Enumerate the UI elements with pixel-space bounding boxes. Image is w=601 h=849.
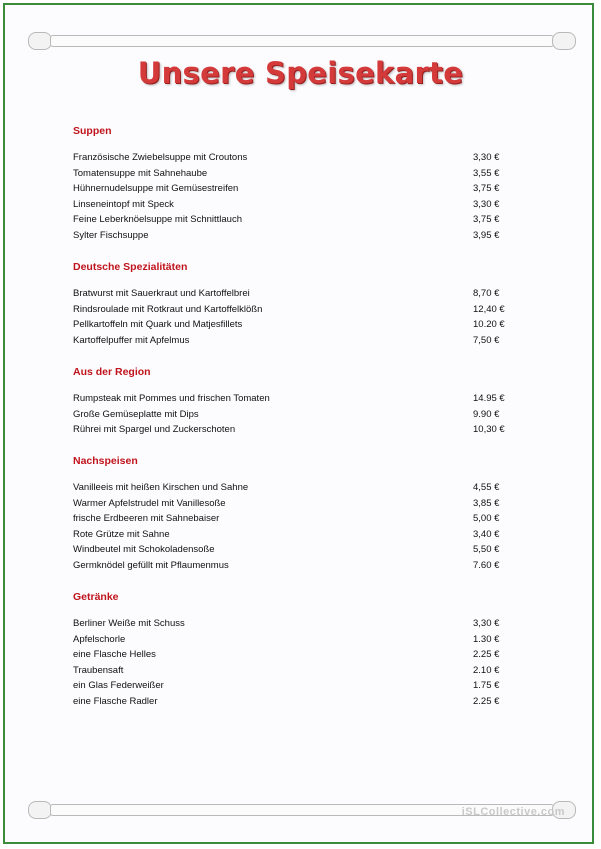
item-name: ein Glas Federweißer <box>73 680 164 692</box>
item-name: Rumpsteak mit Pommes und frischen Tomaten <box>73 393 270 404</box>
item-name: Französische Zwiebelsuppe mit Croutons <box>73 152 248 163</box>
item-price: 2.25 € <box>473 695 500 707</box>
item-price: 14.95 € <box>473 393 505 404</box>
section-suppen <box>73 124 523 244</box>
section-nachspeisen <box>73 454 523 574</box>
item-price: 1.75 € <box>473 680 500 692</box>
item-name: Germknödel gefüllt mit Pflaumenmus <box>73 559 229 571</box>
section-getraenke <box>73 590 523 710</box>
item-price: 1.30 € <box>473 633 500 645</box>
item-price: 3,55 € <box>473 167 500 179</box>
item-name: Große Gemüseplatte mit Dips <box>73 408 199 420</box>
item-name: Traubensaft <box>73 664 124 676</box>
item-price: 3,85 € <box>473 497 500 509</box>
menu-item <box>73 228 523 244</box>
menu-item <box>73 663 523 679</box>
menu-item <box>73 616 523 632</box>
menu-item <box>73 511 523 527</box>
item-name: frische Erdbeeren mit Sahnebaiser <box>73 513 220 525</box>
section-aus-der-region <box>73 365 523 438</box>
item-price: 3,75 € <box>473 183 500 195</box>
section-deutsche-spezialitaeten <box>73 260 523 348</box>
item-name: eine Flasche Helles <box>73 649 156 661</box>
menu-item <box>73 317 523 333</box>
item-name: Vanilleeis mit heißen Kirschen und Sahne <box>73 482 249 493</box>
item-name: Warmer Apfelstrudel mit Vanillesoße <box>73 497 226 509</box>
item-price: 7,50 € <box>473 334 500 346</box>
menu-item <box>73 558 523 574</box>
item-price: 2.25 € <box>473 649 500 661</box>
item-price: 3,75 € <box>473 214 500 226</box>
menu-item <box>73 391 523 407</box>
section-heading: Deutsche Spezialitäten <box>73 261 188 273</box>
item-price: 5,00 € <box>473 513 500 525</box>
menu-item <box>73 181 523 197</box>
menu-item <box>73 632 523 648</box>
item-price: 3,30 € <box>473 198 500 210</box>
menu-item <box>73 286 523 302</box>
top-scroll-ornament <box>28 32 576 48</box>
item-name: Berliner Weiße mit Schuss <box>73 618 185 629</box>
item-price: 3,30 € <box>473 618 500 629</box>
item-name: Rindsroulade mit Rotkraut und Kartoffelklößn <box>73 303 263 315</box>
item-price: 12,40 € <box>473 303 505 315</box>
menu-item <box>73 333 523 349</box>
item-price: 3,40 € <box>473 528 500 540</box>
item-price: 4,55 € <box>473 482 500 493</box>
item-price: 8,70 € <box>473 288 500 299</box>
item-price: 3,30 € <box>473 152 500 163</box>
menu-item <box>73 496 523 512</box>
section-heading: Suppen <box>73 125 112 137</box>
item-name: Linseneintopf mit Speck <box>73 198 174 210</box>
scroll-curl-left <box>28 801 52 819</box>
menu-item <box>73 197 523 213</box>
item-name: Sylter Fischsuppe <box>73 229 149 241</box>
item-name: Bratwurst mit Sauerkraut und Kartoffelbrei <box>73 288 250 299</box>
menu-item <box>73 678 523 694</box>
item-name: Apfelschorle <box>73 633 126 645</box>
scroll-bar <box>50 35 554 47</box>
item-price: 9.90 € <box>473 408 500 420</box>
menu-item <box>73 480 523 496</box>
scroll-curl-left <box>28 32 52 50</box>
menu-item <box>73 527 523 543</box>
item-name: Pellkartoffeln mit Quark und Matjesfillets <box>73 319 243 331</box>
item-price: 7.60 € <box>473 559 500 571</box>
menu-item <box>73 150 523 166</box>
section-heading: Nachspeisen <box>73 455 138 467</box>
menu-item <box>73 647 523 663</box>
watermark: iSLCollective.com <box>461 806 565 818</box>
menu-item <box>73 166 523 182</box>
scroll-curl-right <box>552 32 576 50</box>
item-price: 10,30 € <box>473 424 505 436</box>
section-heading: Getränke <box>73 591 119 603</box>
item-name: Rührei mit Spargel und Zuckerschoten <box>73 424 236 436</box>
item-price: 2.10 € <box>473 664 500 676</box>
menu-item <box>73 407 523 423</box>
item-price: 10.20 € <box>473 319 505 331</box>
section-heading: Aus der Region <box>73 366 151 378</box>
item-name: Hühnernudelsuppe mit Gemüsestreifen <box>73 183 239 195</box>
item-name: Tomatensuppe mit Sahnehaube <box>73 167 208 179</box>
item-name: eine Flasche Radler <box>73 695 158 707</box>
item-price: 3,95 € <box>473 229 500 241</box>
item-price: 5,50 € <box>473 544 500 556</box>
item-name: Kartoffelpuffer mit Apfelmus <box>73 334 190 346</box>
menu-item <box>73 694 523 710</box>
menu-item <box>73 542 523 558</box>
item-name: Windbeutel mit Schokoladensoße <box>73 544 215 556</box>
item-name: Feine Leberknöelsuppe mit Schnittlauch <box>73 214 242 226</box>
item-name: Rote Grütze mit Sahne <box>73 528 170 540</box>
menu-item <box>73 302 523 318</box>
menu-title: Unsere Speisekarte <box>137 56 464 90</box>
menu-item <box>73 212 523 228</box>
menu-item <box>73 422 523 438</box>
